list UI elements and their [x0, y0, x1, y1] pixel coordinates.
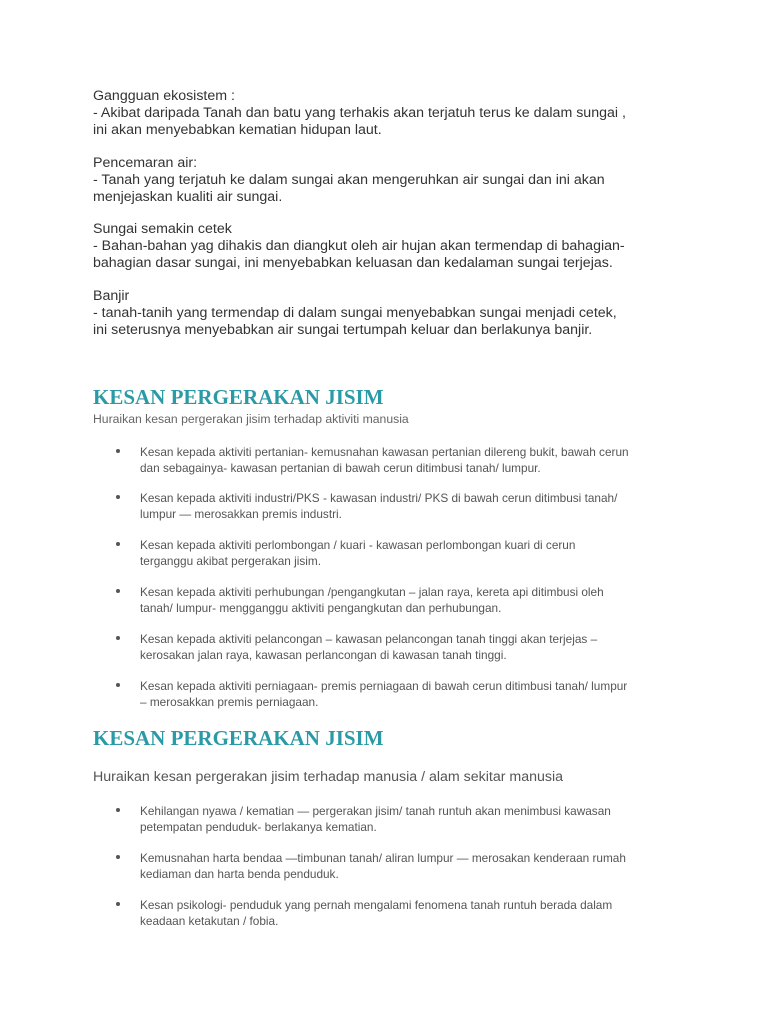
subtitle-alam-sekitar: Huraikan kesan pergerakan jisim terhadap manusia / alam sekitar manusia — [93, 769, 563, 785]
heading-kesan-pergerakan-jisim: KESAN PERGERAKAN JISIM — [93, 726, 384, 750]
bullet-dot — [116, 589, 120, 593]
section-title: Banjir — [93, 288, 130, 304]
list-item-text: kediaman dan harta benda penduduk. — [140, 867, 339, 881]
list-item-text: petempatan penduduk- berlakanya kematian. — [140, 820, 377, 834]
bullet-dot — [116, 636, 120, 640]
heading-kesan-pergerakan-jisim: KESAN PERGERAKAN JISIM — [93, 385, 384, 409]
list-item-text: kerosakan jalan raya, kawasan perlancongan di kawasan tanah tinggi. — [140, 648, 507, 662]
list-item-text: terganggu akibat pergerakan jisim. — [140, 554, 321, 568]
section-line: - Akibat daripada Tanah dan batu yang terhakis akan terjatuh terus ke dalam sungai , — [93, 105, 626, 121]
bullet-dot — [116, 449, 120, 453]
section-title: Sungai semakin cetek — [93, 221, 232, 237]
section-line: bahagian dasar sungai, ini menyebabkan keluasan dan kedalaman sungai terjejas. — [93, 255, 613, 271]
list-item-text: Kesan kepada aktiviti industri/PKS - kawasan industri/ PKS di bawah cerun ditimbusi tanah/ — [140, 491, 618, 505]
bullet-dot — [116, 495, 120, 499]
list-item-text: keadaan ketakutan / fobia. — [140, 914, 279, 928]
list-item-text: – merosakkan premis perniagaan. — [140, 695, 319, 709]
section-pencemaran-air — [93, 155, 693, 206]
list-item-text: Kesan kepada aktiviti pelancongan – kawasan pelancongan tanah tinggi akan terjejas – — [140, 632, 598, 646]
section-sungai-cetek — [93, 221, 693, 272]
section-line: ini akan menyebabkan kematian hidupan laut. — [93, 122, 382, 138]
section-line: menjejaskan kualiti air sungai. — [93, 189, 283, 205]
section-title: Gangguan ekosistem : — [93, 88, 235, 104]
list-item-text: Kehilangan nyawa / kematian — pergerakan jisim/ tanah runtuh akan menimbusi kawasan — [140, 804, 611, 818]
list-item-text: Kemusnahan harta bendaa —timbunan tanah/ aliran lumpur — merosakan kenderaan rumah — [140, 851, 626, 865]
section-title: Pencemaran air: — [93, 155, 198, 171]
subtitle-aktiviti-manusia: Huraikan kesan pergerakan jisim terhadap aktiviti manusia — [93, 412, 409, 426]
list-item-text: Kesan kepada aktiviti pertanian- kemusnahan kawasan pertanian dilereng bukit, bawah cerun — [140, 445, 629, 459]
section-line: - Bahan-bahan yag dihakis dan diangkut oleh air hujan akan termendap di bahagian- — [93, 238, 625, 254]
bullet-dot — [116, 855, 120, 859]
list-item-text: Kesan psikologi- penduduk yang pernah mengalami fenomena tanah runtuh berada dalam — [140, 898, 613, 912]
list-item-text: Kesan kepada aktiviti perhubungan /pengangkutan – jalan raya, kereta api ditimbusi oleh — [140, 585, 604, 599]
bullet-dot — [116, 542, 120, 546]
bullet-dot — [116, 808, 120, 812]
section-line: ini seterusnya menyebabkan air sungai tertumpah keluar dan berlakunya banjir. — [93, 322, 593, 338]
list-item-text: dan sebagainya- kawasan pertanian di bawah cerun ditimbusi tanah/ lumpur. — [140, 461, 541, 475]
section-gangguan-ekosistem — [93, 88, 693, 139]
list-item-text: Kesan kepada aktiviti perlombongan / kuari - kawasan perlombongan kuari di cerun — [140, 538, 576, 552]
section-banjir — [93, 288, 693, 339]
bullet-dot — [116, 902, 120, 906]
list-item-text: lumpur — merosakkan premis industri. — [140, 507, 342, 521]
section-line: - Tanah yang terjatuh ke dalam sungai akan mengeruhkan air sungai dan ini akan — [93, 172, 605, 188]
bullet-dot — [116, 683, 120, 687]
section-line: - tanah-tanih yang termendap di dalam sungai menyebabkan sungai menjadi cetek, — [93, 305, 617, 321]
list-item-text: tanah/ lumpur- mengganggu aktiviti pengangkutan dan perhubungan. — [140, 601, 502, 615]
list-item-text: Kesan kepada aktiviti perniagaan- premis perniagaan di bawah cerun ditimbusi tanah/ lumpur — [140, 679, 628, 693]
